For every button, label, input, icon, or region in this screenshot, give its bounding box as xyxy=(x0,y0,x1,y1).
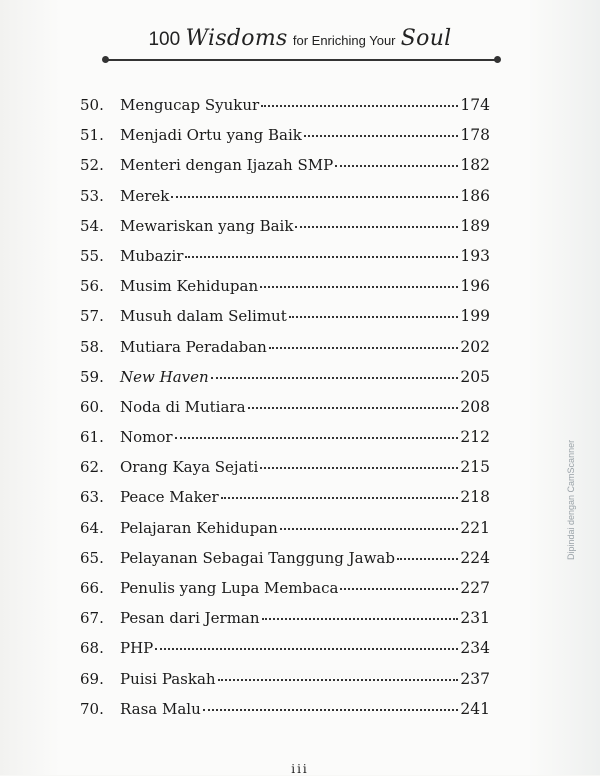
toc-entry-title: Mengucap Syukur xyxy=(120,96,260,114)
page-number: iii xyxy=(291,762,309,776)
toc-entry xyxy=(80,368,490,398)
dot-leader xyxy=(289,316,459,318)
toc-entry xyxy=(80,428,490,458)
toc-entry-number: 66. xyxy=(80,579,104,597)
toc-entry-page: 193 xyxy=(460,246,490,265)
dot-leader xyxy=(269,347,459,349)
running-header xyxy=(0,26,600,51)
toc-entry-page: 208 xyxy=(460,397,490,416)
toc-entry-page: 189 xyxy=(460,216,490,235)
toc-entry-page: 231 xyxy=(460,609,490,628)
toc-entry xyxy=(80,488,490,518)
toc-entry-page: 224 xyxy=(460,548,490,567)
toc-entry-title: New Haven xyxy=(120,367,209,386)
toc-entry-title: Musim Kehidupan xyxy=(120,277,259,296)
toc-entry-page: 221 xyxy=(460,518,490,537)
toc-entry-page: 241 xyxy=(460,699,490,718)
toc-entry-number: 60. xyxy=(80,397,104,416)
toc-entry-page: 212 xyxy=(460,428,490,447)
toc-entry-page: 182 xyxy=(460,156,490,175)
toc-entry-page: 215 xyxy=(460,458,490,477)
toc-entry xyxy=(80,96,490,126)
dot-leader xyxy=(218,679,459,681)
toc-entry-number: 64. xyxy=(80,518,104,537)
header-middle-text: for Enriching Your xyxy=(292,33,396,48)
toc-entry xyxy=(80,579,490,609)
toc-entry-title: Rasa Malu xyxy=(120,699,201,718)
toc-entry-title: Menteri dengan Ijazah SMP xyxy=(120,156,334,175)
toc-entry-title: Penulis yang Lupa Membaca xyxy=(120,579,339,597)
toc-entry-page: 196 xyxy=(460,277,490,296)
toc-entry-title: Merek xyxy=(120,186,170,205)
dot-leader xyxy=(171,196,458,198)
toc-entry-page: 227 xyxy=(460,579,490,597)
toc-entry xyxy=(80,458,490,488)
toc-entry-number: 67. xyxy=(80,609,104,628)
toc-entry-title: Orang Kaya Sejati xyxy=(120,458,259,477)
dot-leader xyxy=(175,437,459,439)
toc-entry xyxy=(80,217,490,247)
toc-entry-number: 61. xyxy=(80,428,104,447)
dot-leader xyxy=(262,618,459,620)
toc-entry xyxy=(80,126,490,156)
toc-entry xyxy=(80,338,490,368)
toc-entry-title: Pelajaran Kehidupan xyxy=(120,518,278,537)
toc-entry-title: Menjadi Ortu yang Baik xyxy=(120,126,302,145)
toc-entry-number: 68. xyxy=(80,639,104,658)
dot-leader xyxy=(248,407,459,409)
toc-entry xyxy=(80,639,490,669)
toc-entry-page: 202 xyxy=(460,337,490,356)
toc-entry-number: 53. xyxy=(80,186,104,205)
toc-entry-page: 174 xyxy=(460,96,490,114)
dot-leader xyxy=(185,256,458,258)
dot-leader xyxy=(295,226,458,228)
toc-entry-number: 57. xyxy=(80,307,104,326)
toc-entry-number: 50. xyxy=(80,96,104,114)
dot-leader xyxy=(260,286,458,288)
toc-entry-number: 70. xyxy=(80,699,104,718)
dot-leader xyxy=(397,558,458,560)
toc-entry-number: 62. xyxy=(80,458,104,477)
toc-entry-number: 56. xyxy=(80,277,104,296)
toc-entry-title: Peace Maker xyxy=(120,488,219,507)
toc-entry-page: 237 xyxy=(460,669,490,688)
toc-entry xyxy=(80,670,490,700)
dot-leader xyxy=(155,648,458,650)
toc-entry xyxy=(80,187,490,217)
toc-entry-title: Pelayanan Sebagai Tanggung Jawab xyxy=(120,548,395,567)
toc-entry-page: 186 xyxy=(460,186,490,205)
dot-leader xyxy=(211,377,459,379)
toc-entry-number: 52. xyxy=(80,156,104,175)
toc-entry-page: 199 xyxy=(460,307,490,326)
toc-entry xyxy=(80,277,490,307)
header-script-soul: Soul xyxy=(400,26,452,51)
dot-leader xyxy=(203,709,459,711)
toc-entry-number: 65. xyxy=(80,548,104,567)
toc-entry-title: Musuh dalam Selimut xyxy=(120,307,287,326)
toc-entry-number: 69. xyxy=(80,669,104,688)
scanner-watermark: Dipindai dengan CamScanner xyxy=(566,439,576,560)
header-script-wisdoms: Wisdoms xyxy=(185,26,288,51)
toc-entry xyxy=(80,700,490,730)
toc-entry-number: 58. xyxy=(80,337,104,356)
table-of-contents xyxy=(80,96,490,730)
toc-entry-number: 51. xyxy=(80,126,104,145)
toc-entry-page: 178 xyxy=(460,126,490,145)
toc-entry-page: 205 xyxy=(460,367,490,386)
toc-entry xyxy=(80,519,490,549)
dot-leader xyxy=(304,135,459,137)
toc-entry-title: Pesan dari Jerman xyxy=(120,609,260,628)
toc-entry-title: Nomor xyxy=(120,428,173,447)
toc-entry xyxy=(80,609,490,639)
toc-entry-title: Puisi Paskah xyxy=(120,669,216,688)
dot-leader xyxy=(261,105,458,107)
dot-leader xyxy=(260,467,458,469)
toc-entry xyxy=(80,247,490,277)
header-divider xyxy=(105,59,498,61)
toc-entry-title: Mewariskan yang Baik xyxy=(120,216,294,235)
dot-leader xyxy=(221,497,459,499)
toc-entry-page: 234 xyxy=(460,639,490,658)
toc-entry-title: Mubazir xyxy=(120,246,184,265)
toc-entry xyxy=(80,307,490,337)
toc-entry xyxy=(80,549,490,579)
toc-entry-title: Mutiara Peradaban xyxy=(120,337,267,356)
header-number: 100 xyxy=(148,29,181,50)
dot-leader xyxy=(340,588,458,590)
toc-entry-number: 63. xyxy=(80,488,104,507)
toc-entry-page: 218 xyxy=(460,488,490,507)
dot-leader xyxy=(280,528,459,530)
toc-entry xyxy=(80,398,490,428)
toc-entry-number: 59. xyxy=(80,367,104,386)
toc-entry-number: 55. xyxy=(80,246,104,265)
dot-leader xyxy=(335,165,458,167)
toc-entry-title: Noda di Mutiara xyxy=(120,397,246,416)
toc-entry-number: 54. xyxy=(80,216,104,235)
toc-entry xyxy=(80,156,490,186)
toc-entry-title: PHP xyxy=(120,639,154,658)
